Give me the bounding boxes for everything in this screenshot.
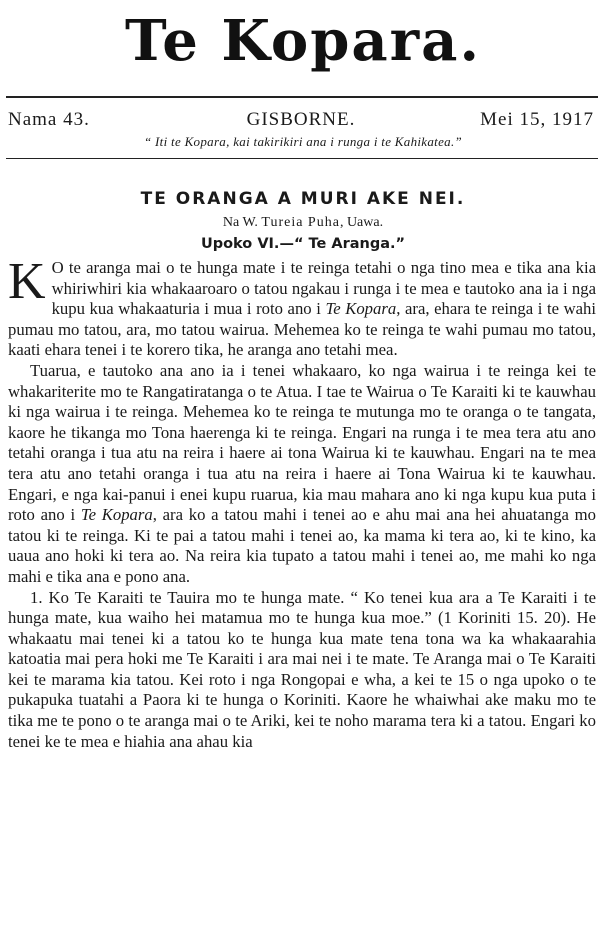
paragraph-2-text-b: , ara ko a tatou mahi i tenei ao e ahu mai ana hei ahuatanga mo tatou ki te reinga. Ki te pai a tatou mahi i tenei ao, ka mama ki tera ao, ki te kino, ka uaua ano hoki ki tera ao. Na reira kia tupato a tatou mahi i tenei ao, me mahi ko nga mahi e tika ana e pono ana. (8, 505, 597, 586)
paragraph-1-text-a: O te aranga mai o te hunga mate i te reinga tetahi o nga tino mea e tika ana kia whiriwhiri kia whakaaroaro o tatou ngakau i runga i te mea e tautoko ana ia i nga kupu kua whakaaturia i mua i roto ano i (51, 258, 596, 319)
issue-number: Nama 43. (8, 109, 90, 130)
byline-prefix: Na W. (222, 215, 258, 230)
motto: “ Iti te Kopara, kai takirikiri ana i runga i te Kahikatea.” (143, 134, 463, 149)
drop-cap: K (8, 253, 46, 310)
paragraph-1-publication: Te Kopara (325, 299, 397, 319)
paragraph-1 (8, 253, 597, 361)
masthead-title: Te Kopara. (125, 8, 481, 74)
byline (0, 214, 606, 232)
issue-date: Mei 15, 1917 (480, 109, 594, 130)
byline-author: Tureia Puha (261, 215, 340, 230)
article-title: TE ORANGA A MURI AKE NEI. (140, 189, 466, 209)
chapter-heading: Upoko VI.—“ Te Aranga.” (200, 236, 406, 252)
issue-place: GISBORNE. (246, 109, 356, 130)
masthead-rule-bottom (6, 158, 598, 159)
masthead-rule-top (6, 96, 598, 98)
paragraph-3: 1. Ko Te Karaiti te Tauira mo te hunga mate. “ Ko tenei kua ara a Te Karaiti i te hunga mate, kua waiho hei matamua mo te hunga kua moe.” (1 Koriniti 15. 20). He whakaatu mai tenei ki a tatou ko te hunga kua mate tena tona wa ka whakaarahia katoatia mai pera hoki me Te Karaiti i ara mai nei i te mate. Te Aranga mai o Te Karaiti kei te marama kia tatou. Kei roto i nga Rongopai e wha, a kei te 15 o nga upoko o te pukapuka tuatahi a Paora ki te hunga o Koriniti. Kaore he whaiwhai ake maku mo te tika me te pono o te aranga mai o te Ariki, kei te noho marama tera ki a tatou. Engari ko tenei ke te mea e hiahia ana ahau kia (8, 587, 596, 751)
article-body (8, 253, 597, 752)
byline-suffix: , Uawa. (339, 215, 384, 230)
paragraph-2-publication: Te Kopara (80, 505, 153, 525)
issue-line (8, 108, 594, 132)
paragraph-2 (8, 361, 596, 588)
paragraph-1-text-b: , ara, ehara te reinga i te wahi pumau mo tatou, ara, mo tatou wairua. Mehemea ko te reinga te wahi pumau mo tatou, kaati ehara tenei i te korero tika, he aranga ano tetahi mea. (8, 299, 597, 360)
paragraph-2-text-a: Tuarua, e tautoko ana ano ia i tenei whakaaro, ko nga wairua i te reinga kei te whakariterite mo te Rangatiratanga o te Atua. I tae te Wairua o Te Karaiti ki te kauwhau ki nga wairua i te reinga. Mehemea ko te reinga te mutunga mo te oranga o te tangata, kaore he tikanga mo Tona haerenga ki te reinga. Engari na runga i te mea tera atu ano tetahi oranga i tua atu na reira i haere ai tona Wairua ki te kauwhau. Engari na te mea tera atu ano tetahi oranga i tua atu na reira i haere ai Tona Wairua ki te kauwhau. Engari, e nga kai-panui i enei kupu ruarua, kia mau mahara ano ki nga kupu kua puta i roto ano i (8, 360, 596, 525)
